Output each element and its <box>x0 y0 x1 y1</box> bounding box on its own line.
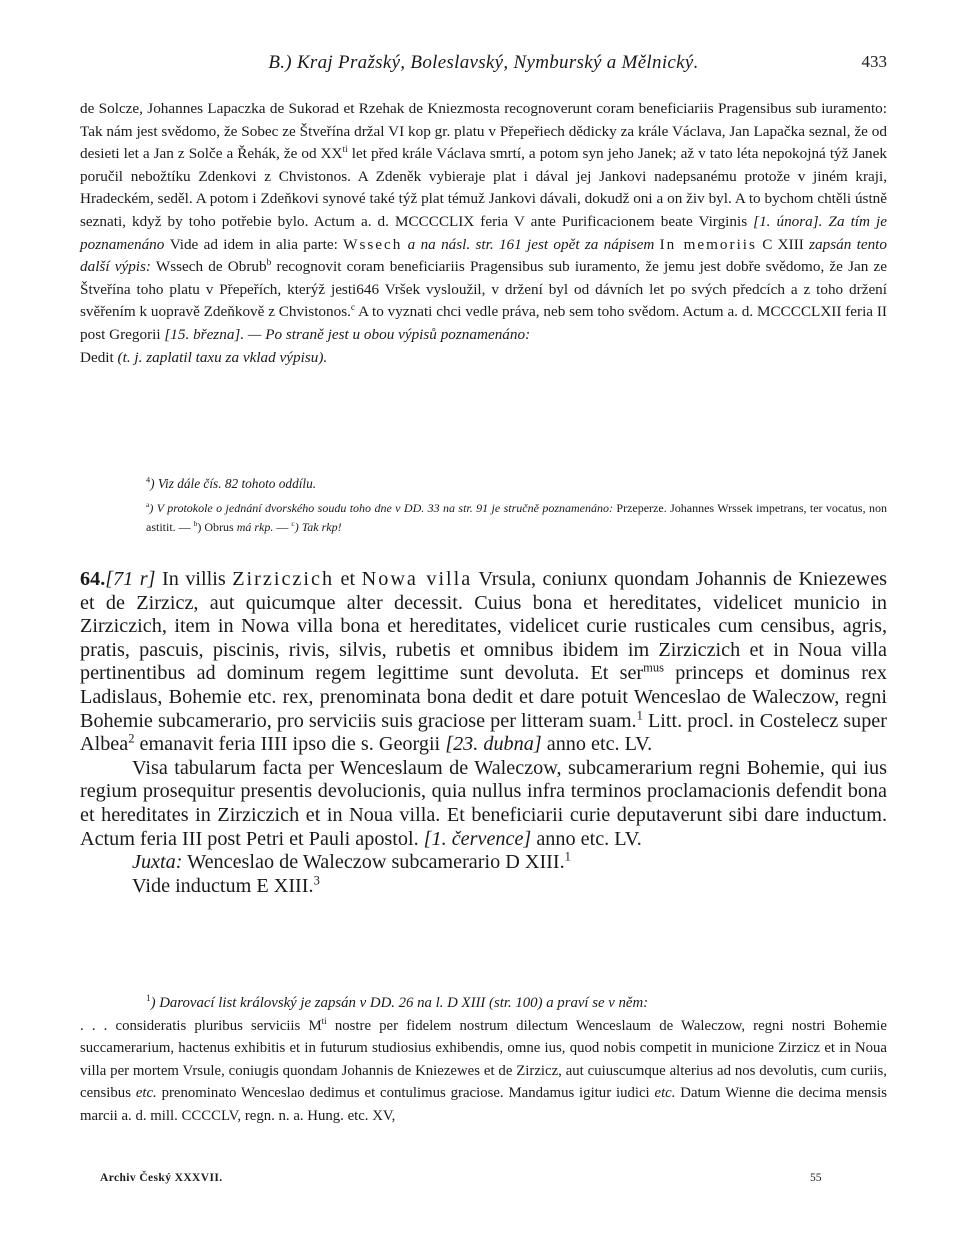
page-number: 433 <box>861 52 887 71</box>
footnote-1: $^1$) Darovací list královský je zapsán v DD. 26 na l. D XIII (str. 100) a praví se v něm: . . . consideratis pluribus serviciis $M^{ti}$ nostre per fidelem nostrum dilectum Wenceslaum de Waleczow, regni nostri Bohemie succamerarium, hactenus exhibitis et in futurum studiosius exhibendis, omne ius, quod nobis competit in municione Zirzicz et in Noua villa per mortem Vrsule, coniugis quondam Johannis de Kniezewes et de Zirzicz, aut cuiuscumque alterius ad nos devolutis, cum curiis, censibus etc. prenominato Wenceslao dedimus et contulimus graciose. Mandamus igitur iudici etc. Datum Wienne die decima mensis marcii a. d. mill. CCCCLV, regn. n. a. Hung. etc. XV, <box>80 993 887 1124</box>
continuation-paragraph <box>80 98 887 369</box>
folio-ref: [71 r] <box>105 568 156 590</box>
juxta-line: Juxta: Wenceslao de Waleczow subcamerario D XIII.$^1$ <box>132 849 571 874</box>
sheet-number: 55 <box>810 1172 822 1184</box>
running-header <box>80 52 887 82</box>
vide-line: Vide inductum E XIII.$^3$ <box>132 872 320 897</box>
entry-64 <box>80 568 887 898</box>
footnote-a: $^a$) V protokole o jednání dvorského soudu toho dne v DD. 33 na str. 91 je stručně poznamenáno: Przeperze. Johannes Wrssek impetrans, ter vocatus, non astitit. — $^b$) Obrus má rkp. — $^c$) Tak rkp! <box>146 500 887 534</box>
entry-paragraph-2: Visa tabularum facta per Wenceslaum de Waleczow, subcamerarium regni Bohemie, qui ius regium prosequitur presentis devolucionis, quia nullus infra terminos proclamacionis defendit bona et hereditates in Zirziczich et in Noua villa. Et beneficiarii curie deputaverunt sibi dare inductum. Actum feria III post Petri et Pauli apostol. [1. července] anno etc. LV. <box>80 756 887 850</box>
footnote-4: $^4$) Viz dále čís. 82 tohoto oddílu. <box>146 475 317 491</box>
running-title: B.) Kraj Pražský, Boleslavský, Nymburský a Mělnický. <box>268 52 699 73</box>
publication-signature: Archiv Český XXXVII. <box>100 1172 223 1184</box>
entry-number: 64. <box>80 568 106 590</box>
entry-paragraph-1: 64.[71 r] In villis Zirziczich et Nowa villa Vrsula, coniunx quondam Johannis de Kniezewes et de Zirzicz, aut quicumque alter decessit. Cuius bona et hereditates, videlicet municio in Zirziczich, item in Nowa villa bona et hereditates, videlicet curie rusticales cum censibus, agris, pratis, pascuis, piscinis, rivis, silvis, rubetis et omnibus ibidem im Zirziczich et in Noua villa pertinentibus ad dominum regem legittime sunt devoluta. Et ser$^{mus}$ princeps et dominus rex Ladislaus, Bohemie etc. rex, prenominata bona dedit et dare potuit Wenceslao de Waleczow, regni Bohemie subcamerario, pro serviciis suis graciose per litteram suam.$^1$ Litt. procl. in Costelecz super Albea$^2$ emanavit feria IIII ipso die s. Georgii [23. dubna] anno etc. LV. <box>80 568 888 756</box>
continuation-text: de Solcze, Johannes Lapaczka de Sukorad et Rzehak de Kniezmosta recognoverunt coram beneficiariis Pragensibus sub iuramento: Tak nám jest svědomo, že Sobec ze Štveřína držal VI kop gr. platu v Přepeřiech dědicky za krále Václava, Jan Lapačka seznal, že od desieti let a Jan z Solče a Řehák, že od $XX^{ti}$ let před krále Václava smrtí, a potom syn jeho Janek; až v tato léta nepokojná týž Janek poručil nebožtíku Zdenkovi z Chvistonos. A Zdeněk vybieraje plat i dával jej Jankovi nadepsanému protože v jiném kraji, Hradeckém, seděl. A potom i Zdeňkovi synové také týž plat témuž Jankovi dávali, dokudž oni a on živ byl. A to bychom chtěli ústně seznati, když by toho potřebie bylo. Actum a. d. MCCCCLIX feria V ante Purificacionem beate Virginis [1. února]. Za tím je poznamenáno Vide ad idem in alia parte: Wssech a na násl. str. 161 jest opět za nápisem In memoriis C XIII zapsán tento další výpis: Wssech de Obrub$^b$ recognovit coram beneficiariis Pragensibus sub iuramento, že jemu jest dobře svědomo, že Jan ze Štveřína toho platu v Přepeřích, kterýž jesti646 Vršek vysloužil, v držení byl od dávních let po svých předcích a z toho držení svěřením k uopravě Zdeňkově z Chvistonos.$^c$ A to vyznati chci vedle práva, neb sem toho svědom. Actum a. d. MCCCCLXII feria II post Gregorii [15. března]. — Po straně jest u obou výpisů poznamenáno: Dedit (t. j. zaplatil taxu za vklad výpisu). <box>80 100 887 366</box>
